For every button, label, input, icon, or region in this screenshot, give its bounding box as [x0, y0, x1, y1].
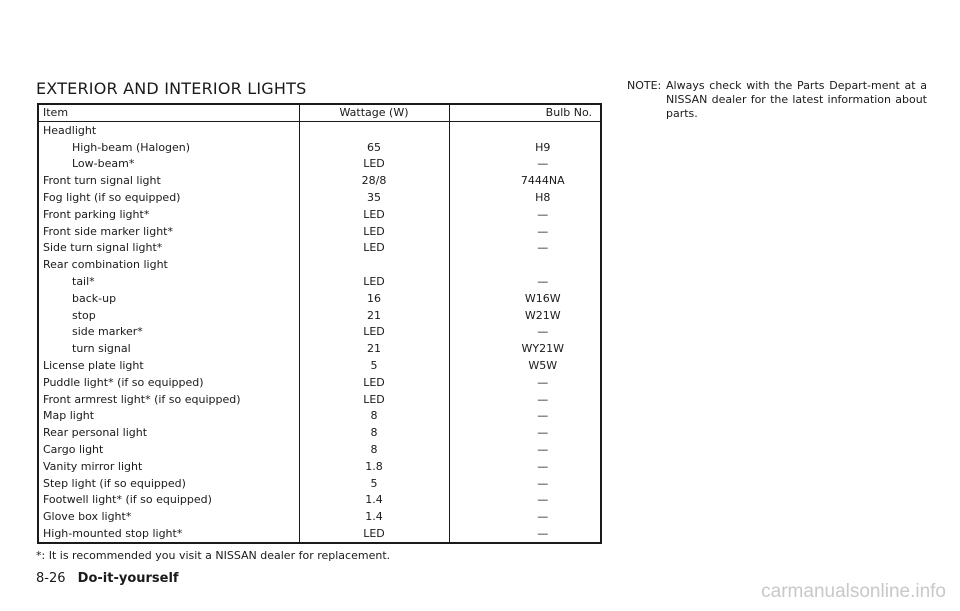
header-item: Item — [38, 104, 299, 122]
row-bulb-no: W21W — [524, 308, 561, 322]
table-row — [38, 139, 601, 156]
row-bulb-no: — — [537, 207, 549, 221]
table-row — [38, 122, 601, 139]
table-row — [38, 458, 601, 475]
row-wattage: 16 — [299, 290, 449, 307]
table-row — [38, 206, 601, 223]
row-item: Side turn signal light* — [38, 240, 299, 257]
row-wattage: 8 — [299, 441, 449, 458]
row-item: turn signal — [38, 340, 299, 357]
parts-note — [627, 79, 927, 121]
row-wattage: 28/8 — [299, 172, 449, 189]
row-wattage: 1.4 — [299, 492, 449, 509]
table-row — [38, 424, 601, 441]
row-bulb-no: W16W — [524, 291, 561, 305]
row-item: back-up — [38, 290, 299, 307]
row-bulb-no — [449, 256, 601, 273]
row-wattage: LED — [299, 206, 449, 223]
row-item: Rear combination light — [38, 256, 299, 273]
table-row — [38, 475, 601, 492]
table-row — [38, 525, 601, 543]
row-item: Rear personal light — [38, 424, 299, 441]
table-row — [38, 156, 601, 173]
row-bulb-no: — — [537, 241, 549, 255]
row-bulb-no: — — [537, 493, 549, 507]
row-item: License plate light — [38, 357, 299, 374]
row-bulb-no: — — [537, 510, 549, 524]
row-item: tail* — [38, 273, 299, 290]
row-bulb-no: — — [537, 325, 549, 339]
row-wattage: LED — [299, 324, 449, 341]
table-header-row — [38, 104, 601, 122]
row-item: stop — [38, 307, 299, 324]
table-row — [38, 391, 601, 408]
row-bulb-no: — — [537, 274, 549, 288]
row-bulb-no: — — [537, 224, 549, 238]
row-bulb-no: WY21W — [521, 342, 564, 356]
row-bulb-no: — — [537, 375, 549, 389]
row-item: High-mounted stop light* — [38, 525, 299, 543]
row-bulb-no: H8 — [535, 190, 551, 204]
table-row — [38, 290, 601, 307]
page-footer — [36, 571, 179, 586]
row-wattage — [299, 122, 449, 139]
table-row — [38, 240, 601, 257]
row-item: Map light — [38, 408, 299, 425]
table-row — [38, 357, 601, 374]
row-wattage: LED — [299, 525, 449, 543]
row-bulb-no: — — [537, 476, 549, 490]
row-wattage: 1.8 — [299, 458, 449, 475]
row-bulb-no: 7444NA — [520, 174, 565, 188]
row-item: Step light (if so equipped) — [38, 475, 299, 492]
table-row — [38, 256, 601, 273]
table-row — [38, 172, 601, 189]
row-item: Puddle light* (if so equipped) — [38, 374, 299, 391]
row-item: Front turn signal light — [38, 172, 299, 189]
table-row — [38, 223, 601, 240]
row-wattage: 5 — [299, 475, 449, 492]
row-wattage: LED — [299, 156, 449, 173]
row-item: Glove box light* — [38, 508, 299, 525]
section-title: EXTERIOR AND INTERIOR LIGHTS — [36, 79, 307, 98]
row-item: Fog light (if so equipped) — [38, 189, 299, 206]
row-wattage: LED — [299, 223, 449, 240]
row-bulb-no — [449, 122, 601, 139]
row-wattage: 65 — [299, 139, 449, 156]
row-bulb-no: — — [537, 157, 549, 171]
row-item: Cargo light — [38, 441, 299, 458]
header-wattage: Wattage (W) — [299, 104, 449, 122]
row-wattage: LED — [299, 240, 449, 257]
row-bulb-no: — — [537, 392, 549, 406]
row-wattage — [299, 256, 449, 273]
row-wattage: 5 — [299, 357, 449, 374]
watermark: carmanualsonline.info — [761, 581, 946, 602]
row-bulb-no: W5W — [528, 358, 558, 372]
row-item: Headlight — [38, 122, 299, 139]
lights-spec-table — [37, 103, 602, 544]
footer-section-title: Do-it-yourself — [77, 571, 179, 586]
note-text: Always check with the Parts Depart-ment at a NISSAN dealer for the latest information about parts. — [666, 79, 927, 120]
row-wattage: 21 — [299, 307, 449, 324]
table-row — [38, 307, 601, 324]
row-bulb-no: — — [537, 526, 549, 540]
footnote: *: It is recommended you visit a NISSAN dealer for replacement. — [36, 549, 391, 562]
table-body — [38, 122, 601, 543]
header-bulb-no: Bulb No. — [449, 104, 601, 122]
table-row — [38, 340, 601, 357]
row-item: Vanity mirror light — [38, 458, 299, 475]
row-bulb-no: — — [537, 409, 549, 423]
row-wattage: LED — [299, 374, 449, 391]
row-wattage: 35 — [299, 189, 449, 206]
row-item: Low-beam* — [38, 156, 299, 173]
table-row — [38, 374, 601, 391]
row-bulb-no: — — [537, 442, 549, 456]
note-label: NOTE: — [627, 79, 662, 92]
row-wattage: 1.4 — [299, 508, 449, 525]
row-wattage: LED — [299, 273, 449, 290]
row-wattage: LED — [299, 391, 449, 408]
row-wattage: 21 — [299, 340, 449, 357]
row-bulb-no: H9 — [535, 140, 551, 154]
row-item: Front armrest light* (if so equipped) — [38, 391, 299, 408]
table-row — [38, 324, 601, 341]
row-item: Front side marker light* — [38, 223, 299, 240]
row-item: Footwell light* (if so equipped) — [38, 492, 299, 509]
table-row — [38, 441, 601, 458]
row-bulb-no: — — [537, 426, 549, 440]
table-row — [38, 508, 601, 525]
table-row — [38, 189, 601, 206]
row-item: High-beam (Halogen) — [38, 139, 299, 156]
row-item: Front parking light* — [38, 206, 299, 223]
row-wattage: 8 — [299, 408, 449, 425]
row-bulb-no: — — [537, 459, 549, 473]
table-row — [38, 408, 601, 425]
row-wattage: 8 — [299, 424, 449, 441]
page-number: 8-26 — [36, 571, 66, 586]
row-item: side marker* — [38, 324, 299, 341]
table-row — [38, 273, 601, 290]
table-row — [38, 492, 601, 509]
